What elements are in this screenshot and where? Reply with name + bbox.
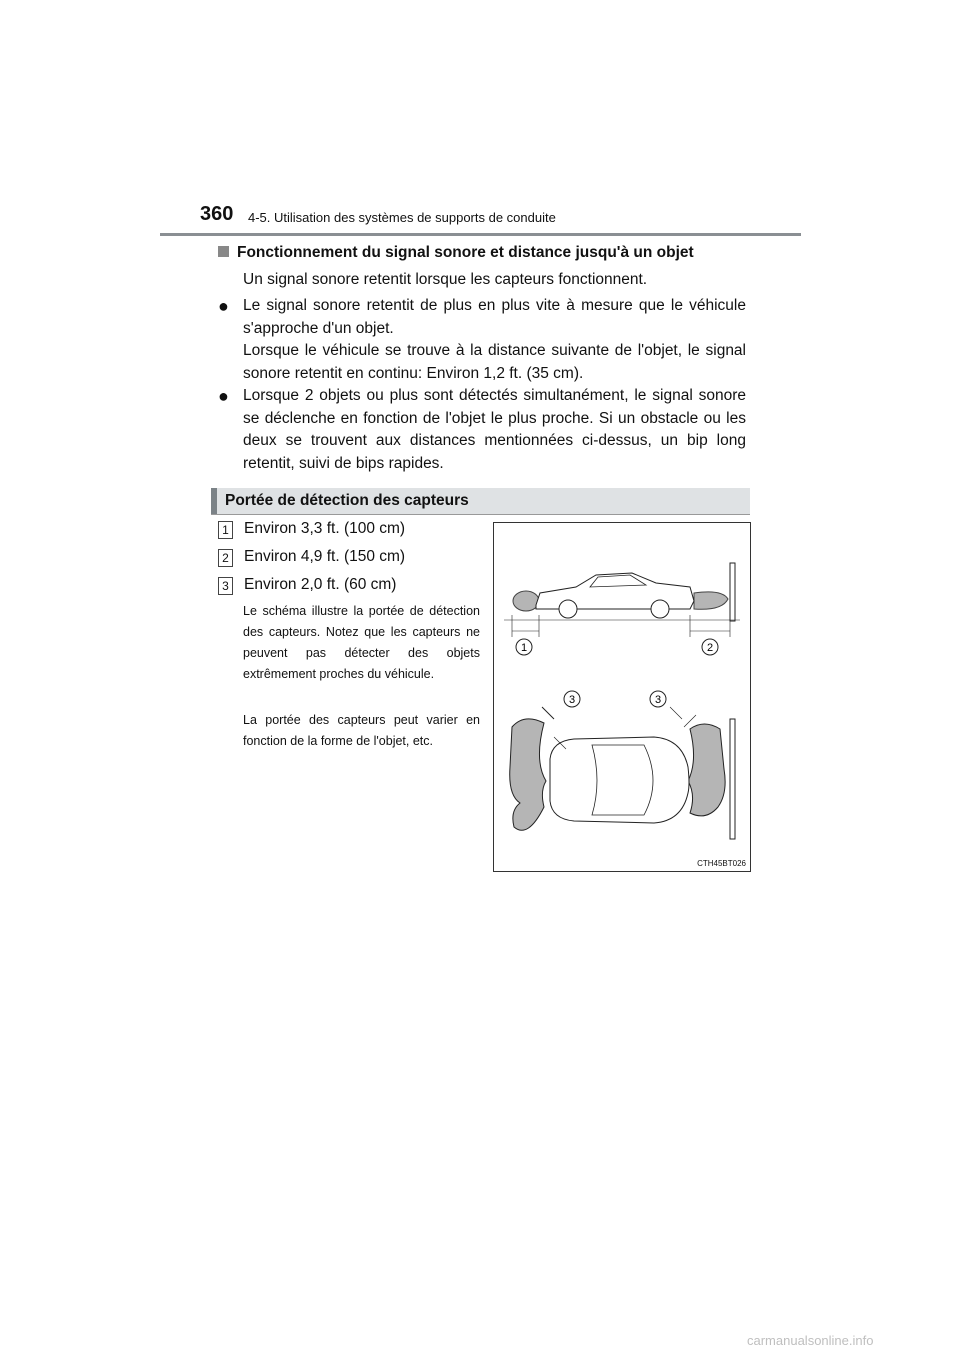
callout-3-left — [564, 691, 580, 707]
figure-code: CTH45BT026 — [697, 859, 746, 868]
page-number: 360 — [200, 203, 234, 225]
section-heading-text: Portée de détection des capteurs — [225, 492, 469, 509]
sensor-diagram — [494, 523, 750, 871]
number-badge: 1 — [218, 521, 233, 539]
car-side-icon — [536, 573, 694, 609]
svg-text:3: 3 — [568, 694, 576, 706]
sensor-range-figure — [493, 522, 751, 872]
watermark: carmanualsonline.info — [747, 1333, 874, 1348]
distance-text: Environ 3,3 ft. (100 cm) — [244, 520, 406, 537]
intro-paragraph: Un signal sonore retentit lorsque les capteurs fonctionnent. — [243, 271, 648, 288]
bullet-dot-icon: ● — [218, 296, 229, 316]
square-bullet-icon — [218, 246, 229, 257]
side-view — [504, 563, 740, 637]
car-top-icon — [550, 737, 689, 823]
section-title: 4-5. Utilisation des systèmes de supports de conduite — [248, 210, 556, 225]
distance-text: Environ 2,0 ft. (60 cm) — [244, 576, 397, 593]
svg-text:2: 2 — [706, 642, 714, 654]
subheading — [218, 244, 694, 262]
top-obstacle — [730, 719, 735, 839]
side-obstacle — [730, 563, 735, 621]
wheel-icon — [651, 600, 669, 618]
header-rule — [160, 233, 801, 236]
bullet-text: Lorsque 2 objets ou plus sont détectés simultanément, le signal sonore se déclenche en fonction de l'objet le plus proche. Si un obstacle ou les deux se trouvent aux distances mentionnées ci-dessus, un bip long retentit, suivi de bips rapides. — [243, 387, 746, 472]
bullet-text: Lorsque le véhicule se trouve à la distance suivante de l'objet, le signal sonore retentit en continu: Environ 1,2 ft. (35 cm). — [243, 342, 746, 382]
top-view — [510, 707, 735, 839]
note-paragraph: Le schéma illustre la portée de détection des capteurs. Notez que les capteurs ne peuvent pas détecter des objets extrêmement proches du véhicule. — [243, 604, 480, 681]
bullet-item — [218, 295, 746, 385]
svg-text:1: 1 — [520, 642, 528, 654]
bullet-item — [218, 385, 746, 475]
bullet-text: Le signal sonore retentit de plus en plus vite à mesure que le véhicule s'approche d'un objet. — [243, 297, 746, 337]
rear-range-blob — [510, 719, 546, 830]
note-paragraph: La portée des capteurs peut varier en fonction de la forme de l'objet, etc. — [243, 713, 480, 748]
number-badge: 3 — [218, 577, 233, 595]
svg-text:3: 3 — [654, 694, 662, 706]
section-heading — [211, 488, 750, 515]
front-range-blob — [688, 724, 725, 816]
callout-2 — [702, 639, 718, 655]
front-range-blob — [513, 591, 539, 611]
distance-text: Environ 4,9 ft. (150 cm) — [244, 548, 406, 565]
callout-1 — [516, 639, 532, 655]
subheading-text: Fonctionnement du signal sonore et distance jusqu'à un objet — [237, 244, 694, 261]
number-badge: 2 — [218, 549, 233, 567]
heading-accent — [211, 488, 217, 514]
rear-range-blob — [694, 592, 728, 609]
wheel-icon — [559, 600, 577, 618]
callout-3-right — [650, 691, 666, 707]
bullet-dot-icon: ● — [218, 386, 229, 406]
